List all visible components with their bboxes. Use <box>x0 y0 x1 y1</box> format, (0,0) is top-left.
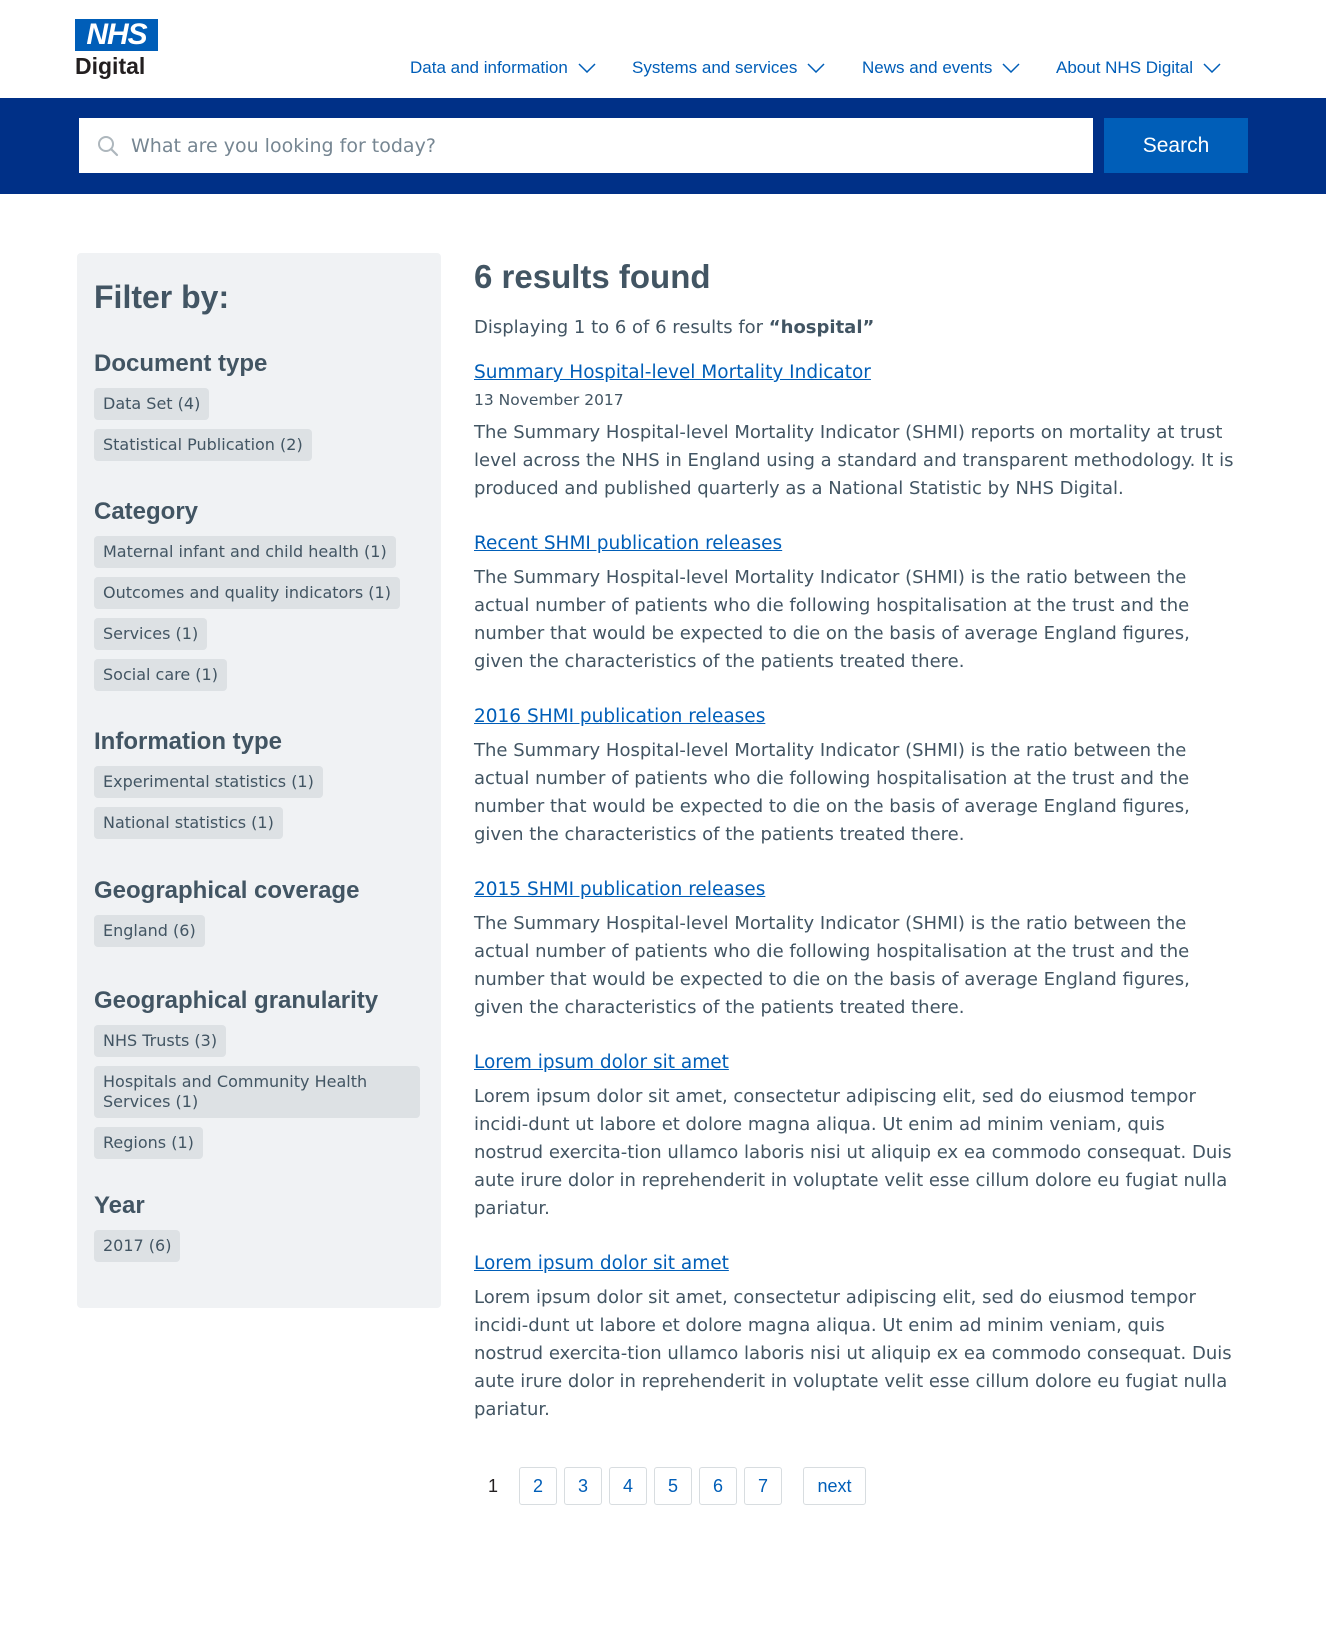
nav-about-nhs-digital[interactable] <box>1056 58 1221 78</box>
page-link-4[interactable]: 4 <box>609 1467 647 1505</box>
page-current: 1 <box>487 1475 498 1496</box>
result-item <box>474 879 1234 1022</box>
filter-group-geographical-coverage <box>94 876 359 947</box>
result-description: The Summary Hospital-level Mortality Indicator (SHMI) is the ratio between the actual number of patients who die following hospitalisation at the trust and the number that would be expected to die on the basis of average England figures, given the characteristics of the patients treated there. <box>474 740 1190 845</box>
result-item <box>474 706 1234 849</box>
result-item <box>474 362 1234 503</box>
summary-query: “hospital” <box>768 317 875 338</box>
filter-chip[interactable]: Services (1) <box>94 618 207 650</box>
filter-group-document-type <box>94 349 312 461</box>
result-description: Lorem ipsum dolor sit amet, consectetur adipiscing elit, sed do eiusmod tempor incidi-dunt ut labore et dolore magna aliqua. Ut enim ad minim veniam, quis nostrud exercita-tion ullamco laboris nisi ut aliquip ex ea commodo consequat. Duis aute irure dolor in reprehenderit in voluptate velit esse cillum dolore eu fugiat nulla pariatur. <box>474 1287 1232 1420</box>
filter-chip[interactable]: NHS Trusts (3) <box>94 1025 226 1057</box>
search-button[interactable]: Search <box>1104 118 1248 173</box>
filter-group-title: Information type <box>94 728 283 755</box>
search-box <box>79 118 1093 173</box>
logo-digital-text: Digital <box>75 53 146 79</box>
filter-panel <box>77 253 441 1308</box>
chevron-down-icon <box>807 63 825 73</box>
result-title-link[interactable]: Lorem ipsum dolor sit amet <box>474 1253 729 1274</box>
filter-title: Filter by: <box>94 279 230 315</box>
results-main <box>474 253 1234 1424</box>
results-title: 6 results found <box>474 258 711 295</box>
nav-systems-and-services[interactable] <box>632 58 825 78</box>
next-page-button[interactable]: next <box>803 1467 866 1505</box>
filter-group-title: Year <box>94 1192 145 1219</box>
nav-label: Systems and services <box>632 58 798 77</box>
chevron-down-icon <box>1002 63 1020 73</box>
nav-label: About NHS Digital <box>1056 58 1194 77</box>
result-title-link[interactable]: 2015 SHMI publication releases <box>474 879 766 900</box>
filter-chip[interactable]: Social care (1) <box>94 659 227 691</box>
result-description: The Summary Hospital-level Mortality Indicator (SHMI) reports on mortality at trust level across the NHS in England using a standard and transparent methodology. It is produced and published quarterly as a National Statistic by NHS Digital. <box>474 422 1234 499</box>
result-date: 13 November 2017 <box>474 391 624 409</box>
chevron-down-icon <box>1203 63 1221 73</box>
results-summary <box>474 317 1234 338</box>
search-input[interactable] <box>131 135 1011 157</box>
result-title-link[interactable]: Recent SHMI publication releases <box>474 533 783 554</box>
filter-chip[interactable]: Outcomes and quality indicators (1) <box>94 577 400 609</box>
result-item <box>474 533 1234 676</box>
filter-group-title: Geographical granularity <box>94 987 379 1014</box>
filter-chip[interactable]: Maternal infant and child health (1) <box>94 536 396 568</box>
filter-chip[interactable]: National statistics (1) <box>94 807 283 839</box>
result-description: Lorem ipsum dolor sit amet, consectetur adipiscing elit, sed do eiusmod tempor incidi-dunt ut labore et dolore magna aliqua. Ut enim ad minim veniam, quis nostrud exercita-tion ullamco laboris nisi ut aliquip ex ea commodo consequat. Duis aute irure dolor in reprehenderit in voluptate velit esse cillum dolore eu fugiat nulla pariatur. <box>474 1086 1232 1219</box>
pagination <box>474 1467 873 1505</box>
page-link-6[interactable]: 6 <box>699 1467 737 1505</box>
filter-chip[interactable]: Hospitals and Community Health Services (1) <box>94 1066 420 1118</box>
page-link-5[interactable]: 5 <box>654 1467 692 1505</box>
result-description: The Summary Hospital-level Mortality Indicator (SHMI) is the ratio between the actual number of patients who die following hospitalisation at the trust and the number that would be expected to die on the basis of average England figures, given the characteristics of the patients treated there. <box>474 567 1190 672</box>
nav-news-and-events[interactable] <box>862 58 1020 78</box>
filter-chip[interactable]: England (6) <box>94 915 205 947</box>
page-link-7[interactable]: 7 <box>744 1467 782 1505</box>
chevron-down-icon <box>578 63 596 73</box>
filter-group-title: Category <box>94 498 199 525</box>
page-link-2[interactable]: 2 <box>519 1467 557 1505</box>
nav-data-and-information[interactable] <box>410 58 596 78</box>
filter-group-information-type <box>94 727 323 839</box>
filter-chip[interactable]: Data Set (4) <box>94 388 209 420</box>
summary-prefix: Displaying 1 to 6 of 6 results for <box>474 317 769 338</box>
nhs-logo-box: NHS <box>75 19 158 51</box>
result-title-link[interactable]: Summary Hospital-level Mortality Indicator <box>474 362 871 383</box>
filter-group-geographical-granularity <box>94 986 420 1159</box>
filter-group-title: Geographical coverage <box>94 877 360 904</box>
filter-chip[interactable]: 2017 (6) <box>94 1230 180 1262</box>
filter-group-category <box>94 497 400 691</box>
filter-group-year <box>94 1191 180 1262</box>
result-item <box>474 1253 1234 1424</box>
result-title-link[interactable]: 2016 SHMI publication releases <box>474 706 766 727</box>
nhs-digital-logo[interactable] <box>75 19 158 78</box>
site-header <box>0 0 1326 98</box>
result-description: The Summary Hospital-level Mortality Indicator (SHMI) is the ratio between the actual number of patients who die following hospitalisation at the trust and the number that would be expected to die on the basis of average England figures, given the characteristics of the patients treated there. <box>474 913 1190 1018</box>
nav-label: Data and information <box>410 58 568 77</box>
filter-chip[interactable]: Statistical Publication (2) <box>94 429 312 461</box>
result-title-link[interactable]: Lorem ipsum dolor sit amet <box>474 1052 729 1073</box>
result-item <box>474 1052 1234 1223</box>
search-icon <box>97 135 119 157</box>
filter-group-title: Document type <box>94 350 268 377</box>
search-band <box>0 98 1326 194</box>
filter-chip[interactable]: Experimental statistics (1) <box>94 766 323 798</box>
filter-chip[interactable]: Regions (1) <box>94 1127 203 1159</box>
page-link-3[interactable]: 3 <box>564 1467 602 1505</box>
nav-label: News and events <box>862 58 993 77</box>
